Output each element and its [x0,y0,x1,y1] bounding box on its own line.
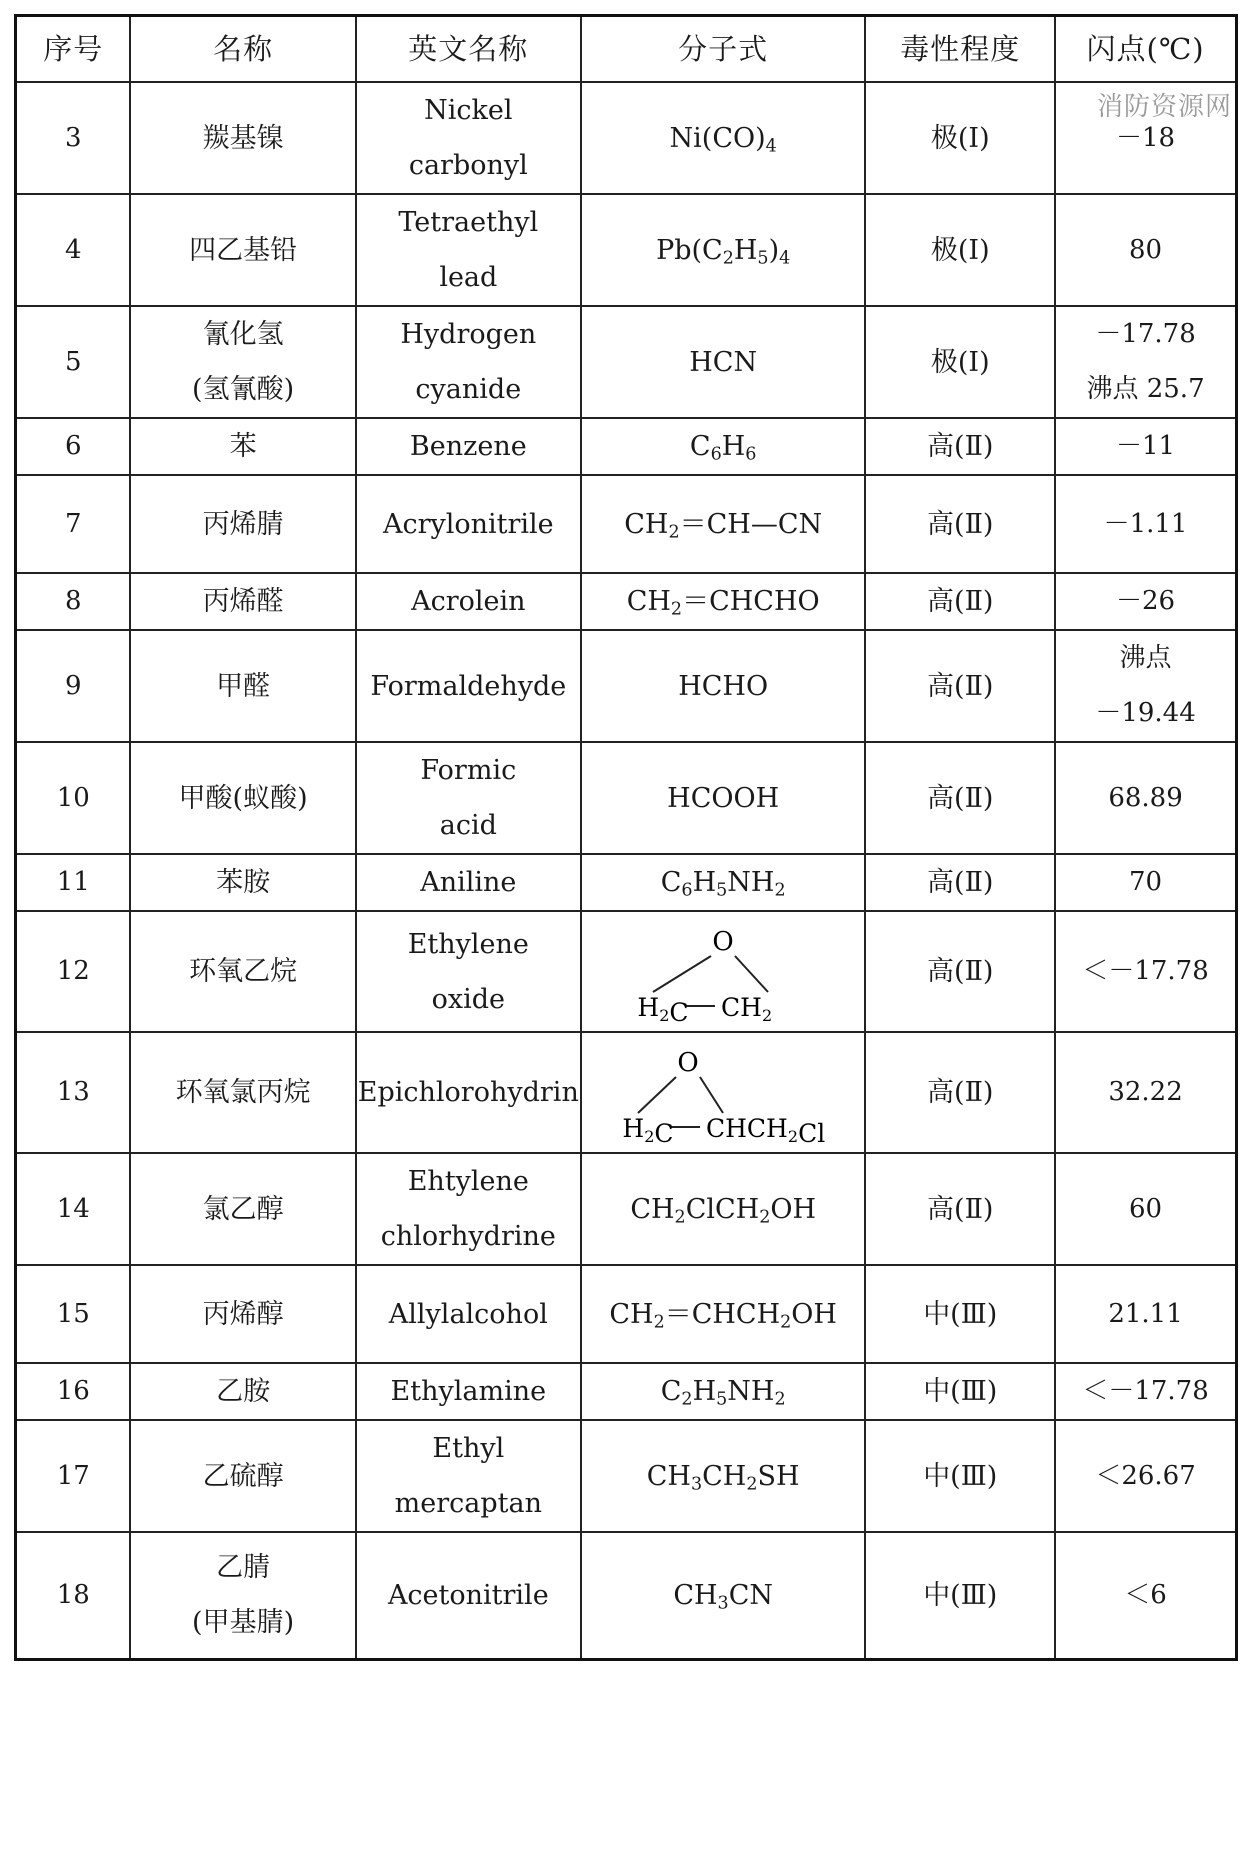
english-name-cell [356,911,581,1032]
row-number: 8 [16,573,131,630]
english-name-cell [356,1153,581,1265]
table-row [16,1265,1237,1363]
flash-point-line: 80 [1128,234,1163,265]
formula-cell [581,630,866,742]
chemical-name-line: 氰化氢 [202,319,284,350]
chemical-name-line: 甲酸(蚁酸) [178,782,308,814]
chemical-name-cell [130,306,355,418]
toxicity-cell: 高(Ⅱ) [865,418,1055,475]
formula-text: $Ni(CO)_4$ [669,122,777,156]
row-number: 11 [16,854,131,911]
formula-text: $Pb(C_2H_5)_4$ [656,234,791,268]
row-number: 15 [16,1265,131,1363]
chemical-name-cell [130,475,355,573]
formula-cell [581,418,866,475]
flash-point-cell [1055,1265,1236,1363]
chemical-name-line: 羰基镍 [202,122,284,154]
english-name-line: Nickel [424,95,513,126]
flash-point-cell [1055,306,1236,418]
left-group: $H_2C$ [637,992,689,1022]
formula-cell [581,1153,866,1265]
english-name-cell [356,1032,581,1153]
flash-point-cell [1055,1032,1236,1153]
chemical-name-cell [130,82,355,194]
english-name-cell [356,1265,581,1363]
flash-point-line: 沸点 25.7 [1086,374,1205,404]
formula-cell [581,854,866,911]
english-name-cell [356,1363,581,1420]
formula-cell [581,1532,866,1659]
toxicity-cell: 高(Ⅱ) [865,573,1055,630]
toxicity-cell: 中(Ⅲ) [865,1363,1055,1420]
english-name-cell [356,306,581,418]
table-row [16,1532,1237,1659]
flash-point-cell [1055,630,1236,742]
chemical-name-cell [130,1153,355,1265]
row-number: 17 [16,1420,131,1532]
formula-text: $CH_2ClCH_2OH$ [630,1193,817,1227]
chemical-name-line: 氯乙醇 [202,1193,284,1225]
table-row [16,854,1237,911]
header-row [16,16,1237,83]
chemical-name-cell [130,194,355,306]
table-row [16,418,1237,475]
watermark: 消防资源网 [1096,92,1232,122]
formula-cell [581,1032,866,1153]
formula-text: $C_6H_5NH_2$ [660,867,786,901]
header-english-name: 英文名称 [356,16,581,83]
flash-point-cell [1055,573,1236,630]
english-name-cell [356,418,581,475]
english-name-line: Benzene [409,431,527,462]
table-row [16,194,1237,306]
chemical-name-cell [130,630,355,742]
table-row [16,82,1237,194]
bond-line [638,1077,676,1113]
formula-cell [581,573,866,630]
formula-text: HCOOH [667,782,780,814]
english-name-cell [356,854,581,911]
formula-text: $CH_2=CHCH_2OH$ [609,1298,837,1332]
flash-point-cell [1055,1363,1236,1420]
row-number: 4 [16,194,131,306]
english-name-line: Allylalcohol [388,1298,548,1330]
flash-point-line: ＜26.67 [1095,1460,1196,1491]
english-name-line: carbonyl [408,150,528,181]
chemical-name-line: 甲醛 [216,670,271,702]
formula-cell [581,194,866,306]
formula-text: HCHO [678,670,769,702]
flash-point-cell [1055,1153,1236,1265]
table-row [16,630,1237,742]
bond-line [735,956,768,992]
formula-text: HCN [689,346,758,378]
table-row [16,1363,1237,1420]
table-row [16,573,1237,630]
chemical-toxicity-table [14,14,1238,1661]
row-number: 13 [16,1032,131,1153]
formula-cell [581,1265,866,1363]
english-name-cell [356,1532,581,1659]
english-name-line: Formaldehyde [370,670,567,702]
toxicity-cell: 高(Ⅱ) [865,1153,1055,1265]
flash-point-line: －19.44 [1095,698,1196,728]
chemical-name-cell [130,1363,355,1420]
table-row [16,1032,1237,1153]
chemical-name-cell [130,418,355,475]
english-name-line: Ehtylene [407,1166,529,1197]
flash-point-cell [1055,475,1236,573]
chemical-name-line: 丙烯醇 [202,1298,284,1330]
bond-line [653,956,711,992]
english-name-cell [356,82,581,194]
chemical-name-line: 乙硫醇 [202,1460,284,1492]
chemical-name-cell [130,1532,355,1659]
english-name-line: mercaptan [394,1488,542,1519]
header-no: 序号 [16,16,131,83]
flash-point-line: ＜6 [1124,1579,1167,1610]
flash-point-cell [1055,194,1236,306]
toxicity-cell: 高(Ⅱ) [865,1032,1055,1153]
chemical-name-cell [130,573,355,630]
chemical-name-line: 苯胺 [216,867,271,898]
formula-text: $CH_2=CHCHO$ [626,586,820,620]
english-name-cell [356,475,581,573]
formula-cell [581,306,866,418]
flash-point-line: 32.22 [1108,1077,1183,1107]
flash-point-line: 21.11 [1108,1298,1183,1329]
flash-point-cell [1055,911,1236,1032]
row-number: 3 [16,82,131,194]
row-number: 5 [16,306,131,418]
epoxide-structure [608,922,838,1022]
english-name-line: Formic [420,755,517,786]
english-name-line: Ethyl [432,1433,505,1464]
chemical-name-cell [130,742,355,854]
english-name-line: Tetraethyl [398,207,539,238]
flash-point-line: 沸点 [1119,643,1172,673]
flash-point-line: －18 [1115,122,1176,153]
table-row [16,306,1237,418]
formula-cell [581,1363,866,1420]
chemical-name-cell [130,1032,355,1153]
chemical-name-line: 苯 [229,431,257,462]
table-row [16,742,1237,854]
flash-point-line: －17.78 [1095,319,1196,349]
row-number: 7 [16,475,131,573]
english-name-line: Hydrogen [400,319,537,350]
flash-point-line: 60 [1128,1193,1163,1224]
formula-cell [581,742,866,854]
formula-text: $CH_2=CH—CN$ [624,508,823,542]
row-number: 16 [16,1363,131,1420]
chemical-name-line: 乙胺 [216,1376,271,1407]
english-name-line: Epichlorohydrin [357,1077,579,1108]
right-group: $CHCH_2Cl$ [706,1113,826,1143]
chemical-name-line: 丙烯腈 [202,508,284,540]
row-number: 12 [16,911,131,1032]
chemical-name-line: 丙烯醛 [202,586,284,617]
toxicity-cell: 中(Ⅲ) [865,1265,1055,1363]
formula-text: $C_6H_6$ [689,431,757,465]
chemical-name-cell [130,1265,355,1363]
toxicity-cell: 高(Ⅱ) [865,911,1055,1032]
table-row [16,1153,1237,1265]
toxicity-cell: 高(Ⅱ) [865,475,1055,573]
chemical-name-line: (甲基腈) [192,1607,295,1639]
chemical-name-line: 环氧氯丙烷 [175,1077,311,1108]
formula-cell [581,911,866,1032]
flash-point-line: 70 [1128,867,1163,897]
table-row [16,1420,1237,1532]
english-name-line: cyanide [415,374,522,405]
oxygen-atom: O [712,926,734,957]
flash-point-line: ＜－17.78 [1082,956,1209,986]
english-name-cell [356,742,581,854]
chemical-name-cell [130,911,355,1032]
english-name-line: Aniline [420,867,517,898]
chemical-name-line: (氢氰酸) [192,374,295,405]
flash-point-cell [1055,418,1236,475]
english-name-cell [356,194,581,306]
table-row [16,475,1237,573]
right-group: $CH_2$ [721,992,773,1022]
toxicity-cell: 极(Ⅰ) [865,306,1055,418]
flash-point-cell [1055,742,1236,854]
toxicity-cell: 高(Ⅱ) [865,742,1055,854]
formula-cell [581,475,866,573]
left-group: $H_2C$ [622,1113,674,1143]
english-name-line: lead [439,262,498,293]
flash-point-line: －26 [1115,586,1176,616]
chemical-name-line: 四乙基铅 [189,234,298,266]
english-name-cell [356,630,581,742]
flash-point-line: －11 [1115,431,1176,461]
header-formula: 分子式 [581,16,866,83]
toxicity-cell: 中(Ⅲ) [865,1420,1055,1532]
toxicity-cell: 极(Ⅰ) [865,82,1055,194]
english-name-line: acid [439,810,497,841]
flash-point-line: ＜－17.78 [1082,1376,1209,1406]
english-name-line: Acrolein [411,586,526,617]
row-number: 6 [16,418,131,475]
flash-point-cell [1055,1420,1236,1532]
english-name-line: Acrylonitrile [382,508,554,540]
chemical-name-line: 环氧乙烷 [189,956,298,987]
english-name-line: chlorhydrine [380,1221,556,1252]
chemical-name-cell [130,854,355,911]
toxicity-cell: 高(Ⅱ) [865,630,1055,742]
english-name-line: Ethylene [407,928,529,960]
toxicity-cell: 高(Ⅱ) [865,854,1055,911]
english-name-line: oxide [431,983,505,1015]
flash-point-line: －1.11 [1103,508,1188,539]
formula-text: $CH_3CN$ [673,1579,773,1614]
row-number: 14 [16,1153,131,1265]
formula-text: $CH_3CH_2SH$ [646,1460,800,1494]
english-name-line: Ethylamine [390,1376,547,1407]
formula-text: $C_2H_5NH_2$ [660,1376,786,1410]
flash-point-cell [1055,1532,1236,1659]
toxicity-cell: 中(Ⅲ) [865,1532,1055,1659]
row-number: 18 [16,1532,131,1659]
english-name-line: Acetonitrile [387,1579,549,1611]
oxygen-atom: O [677,1047,699,1078]
table-row [16,911,1237,1032]
header-name: 名称 [130,16,355,83]
english-name-cell [356,573,581,630]
header-flash-point: 闪点(℃) [1055,16,1236,83]
formula-cell [581,1420,866,1532]
epoxide-structure [608,1043,838,1143]
row-number: 10 [16,742,131,854]
bond-line [700,1077,723,1113]
header-toxicity: 毒性程度 [865,16,1055,83]
flash-point-line: 68.89 [1108,782,1183,813]
english-name-cell [356,1420,581,1532]
chemical-name-cell [130,1420,355,1532]
chemical-name-line: 乙腈 [216,1552,271,1584]
flash-point-cell [1055,854,1236,911]
formula-cell [581,82,866,194]
toxicity-cell: 极(Ⅰ) [865,194,1055,306]
row-number: 9 [16,630,131,742]
